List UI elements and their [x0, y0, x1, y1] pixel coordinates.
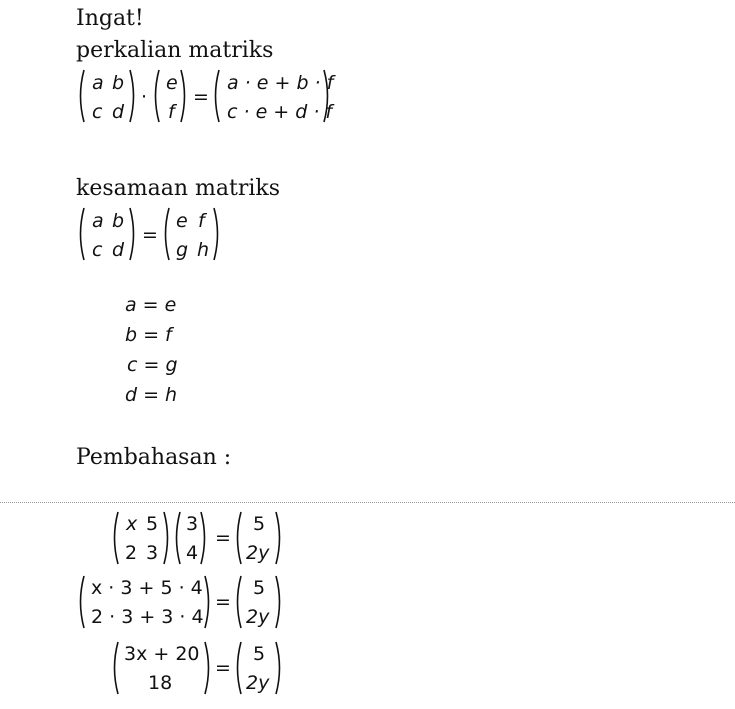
right-paren	[274, 574, 284, 630]
left-paren	[211, 68, 221, 124]
right-paren	[162, 510, 172, 566]
heading-perkalian-matriks: perkalian matriks	[76, 38, 274, 63]
left-paren	[233, 510, 243, 566]
right-paren	[128, 68, 138, 124]
result-entry-bottom: c · e + d · f	[227, 101, 333, 123]
equals-sign: =	[142, 224, 158, 246]
equals-sign: =	[215, 657, 231, 679]
matrix-entry-2: 2	[125, 542, 138, 564]
matrix-entry-h: h	[197, 239, 210, 261]
left-paren	[76, 68, 86, 124]
heading-ingat: Ingat!	[76, 6, 144, 31]
heading-pembahasan: Pembahasan :	[76, 445, 232, 470]
matrix-entry-x: x	[126, 513, 138, 535]
vector-entry-4: 4	[186, 542, 199, 564]
left-paren	[233, 640, 243, 696]
equals-sign: =	[215, 591, 231, 613]
matrix-entry-c: c	[92, 239, 103, 261]
matrix-entry-5: 5	[146, 513, 159, 535]
matrix-entry-a: a	[92, 72, 104, 94]
right-paren	[179, 68, 189, 124]
matrix-entry-a: a	[92, 210, 104, 232]
equals-sign: =	[193, 86, 209, 108]
rhs-entry-5: 5	[253, 643, 266, 665]
vector-entry-3: 3	[186, 513, 199, 535]
heading-kesamaan-matriks: kesamaan matriks	[76, 176, 281, 201]
rhs-entry-2y: 2y	[246, 542, 270, 564]
matrix-entry-3: 3	[146, 542, 159, 564]
matrix-entry-d: d	[112, 239, 125, 261]
left-paren	[172, 510, 182, 566]
lhs-entry-top: x · 3 + 5 · 4	[91, 577, 203, 599]
result-entry-top: a · e + b · f	[227, 72, 334, 94]
matrix-entry-d: d	[112, 101, 125, 123]
vector-entry-f: f	[168, 101, 175, 123]
matrix-entry-b: b	[112, 72, 125, 94]
right-paren	[203, 640, 213, 696]
rhs-entry-2y: 2y	[246, 672, 270, 694]
lhs-entry-bottom: 2 · 3 + 3 · 4	[91, 606, 204, 628]
vector-entry-e: e	[166, 72, 178, 94]
right-paren	[274, 640, 284, 696]
multiply-dot: ·	[141, 86, 148, 108]
right-paren	[199, 510, 209, 566]
right-paren	[203, 574, 213, 630]
left-paren	[151, 68, 161, 124]
relation-c-g: c = g	[127, 354, 178, 376]
lhs-entry-bottom: 18	[148, 672, 173, 694]
rhs-entry-2y: 2y	[246, 606, 270, 628]
left-paren	[233, 574, 243, 630]
left-paren	[161, 206, 171, 262]
lhs-entry-top: 3x + 20	[124, 643, 200, 665]
section-divider	[0, 502, 735, 503]
equals-sign: =	[215, 527, 231, 549]
relation-a-e: a = e	[125, 294, 177, 316]
right-paren	[274, 510, 284, 566]
matrix-entry-b: b	[112, 210, 125, 232]
relation-b-f: b = f	[125, 324, 172, 346]
right-paren	[322, 68, 332, 124]
relation-d-h: d = h	[125, 384, 178, 406]
left-paren	[110, 510, 120, 566]
rhs-entry-5: 5	[253, 513, 266, 535]
matrix-entry-c: c	[92, 101, 103, 123]
right-paren	[212, 206, 222, 262]
left-paren	[76, 574, 86, 630]
rhs-entry-5: 5	[253, 577, 266, 599]
right-paren	[128, 206, 138, 262]
matrix-entry-f: f	[198, 210, 205, 232]
left-paren	[76, 206, 86, 262]
matrix-entry-e: e	[176, 210, 188, 232]
left-paren	[110, 640, 120, 696]
matrix-entry-g: g	[176, 239, 189, 261]
